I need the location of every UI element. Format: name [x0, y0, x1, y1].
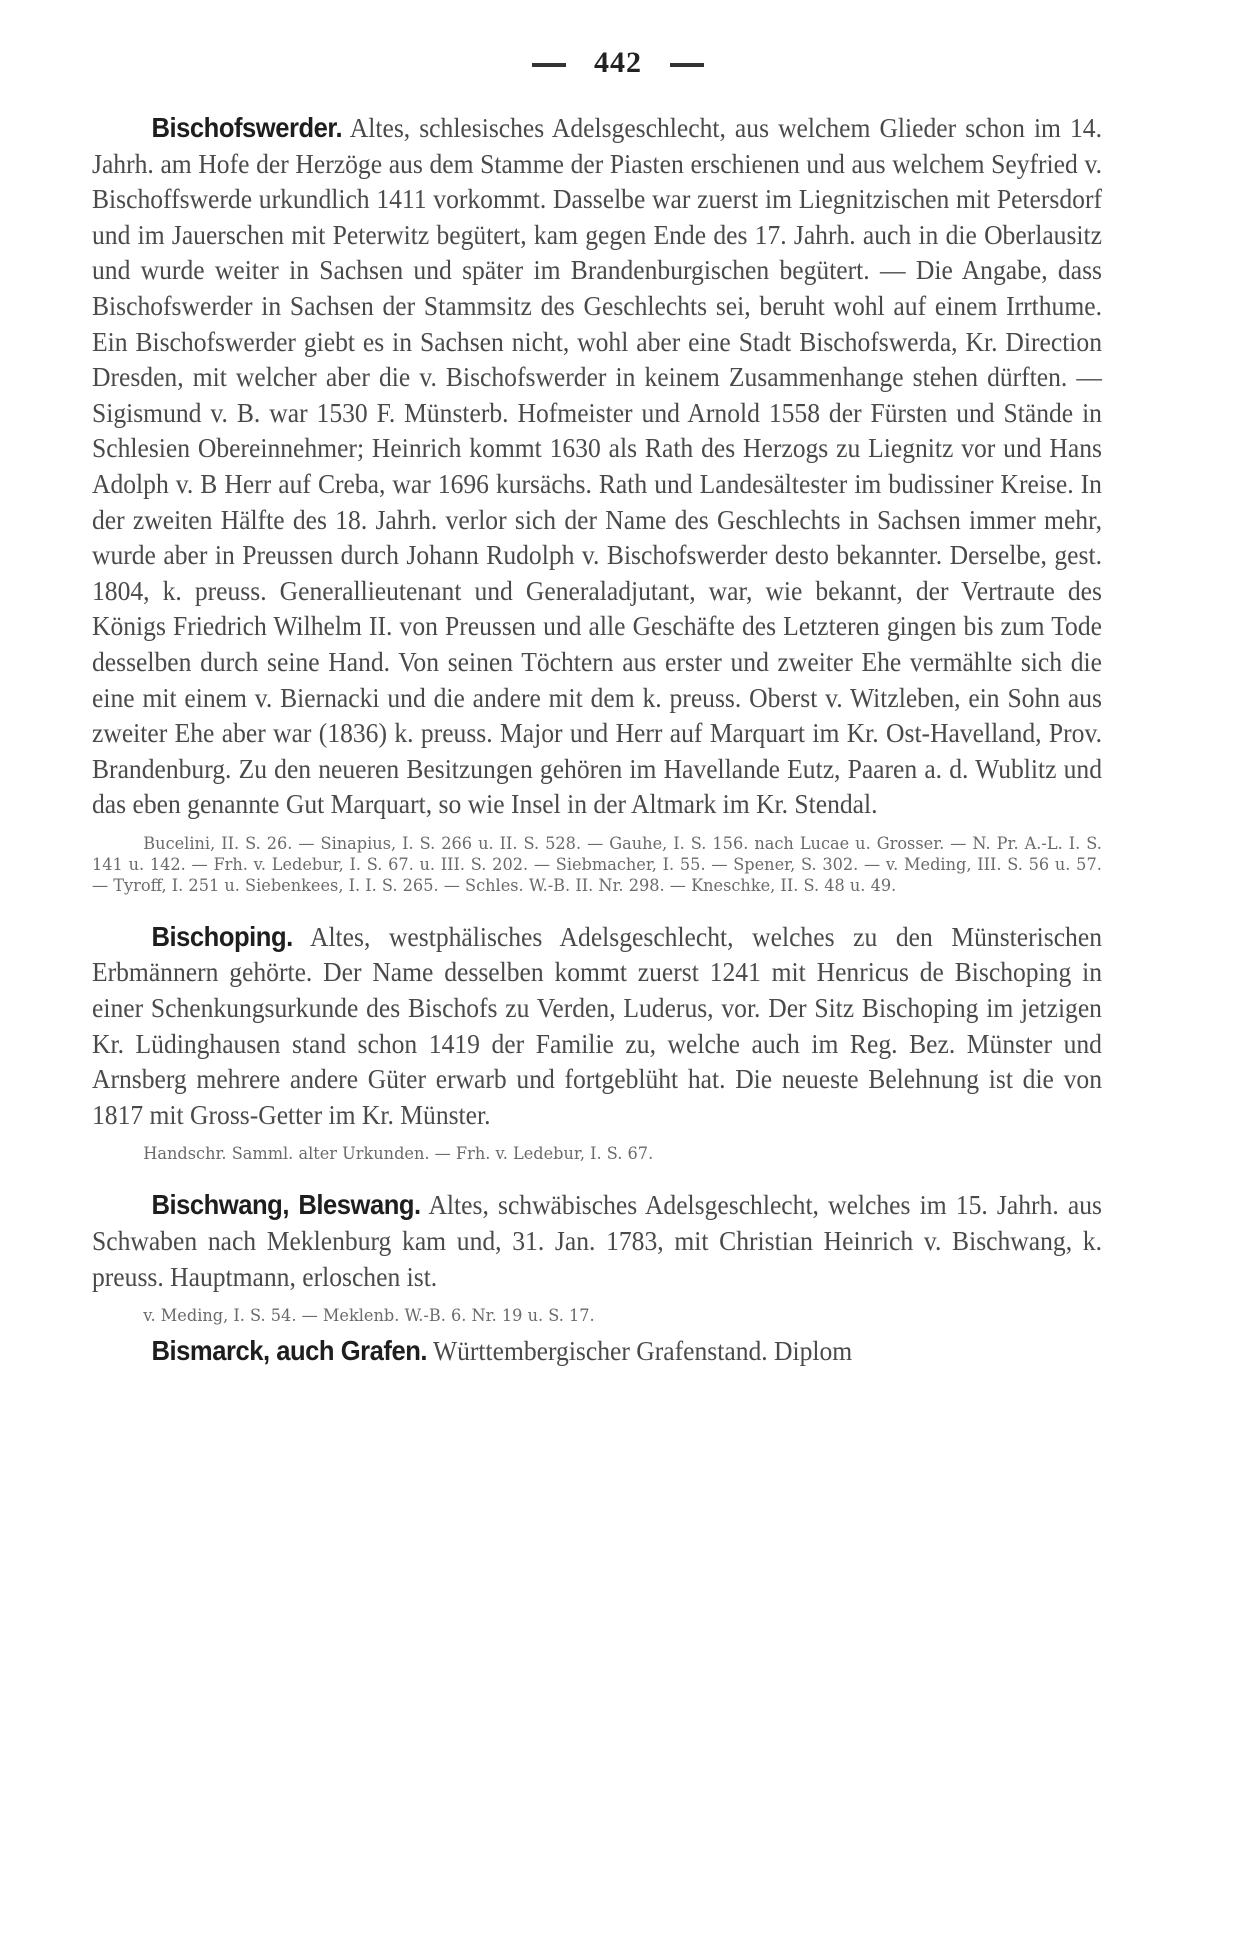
entry-bismarck [92, 1333, 1102, 1369]
entry-bischoping [92, 919, 1102, 1166]
entry-text: Altes, schlesisches Adelsgeschlecht, aus welchem Glieder schon im 14. Jahrh. am Hofe der Herzöge aus dem Stamme der Piasten erschienen und aus welchem Seyfried v. Bischoffswerde urkundlich 1411 vorkommt. Dasselbe war zuerst im Liegnitzischen mit Petersdorf und im Jauerschen mit Peterwitz begütert, kam gegen Ende des 17. Jahrh. auch in die Oberlausitz und wurde weiter in Sachsen und später im Brandenburgischen begütert. — Die Angabe, dass Bischofswerder in Sachsen der Stammsitz des Geschlechts sei, beruht wohl auf einem Irrthume. Ein Bischofswerder giebt es in Sachsen nicht, wohl aber eine Stadt Bischofswerda, Kr. Direction Dresden, mit welcher aber die v. Bischofswerder in keinem Zusammenhange stehen dürften. — Sigismund v. B. war 1530 F. Münsterb. Hofmeister und Arnold 1558 der Fürsten und Stände in Schlesien Obereinnehmer; Heinrich kommt 1630 als Rath des Herzogs zu Liegnitz vor und Hans Adolph v. B Herr auf Creba, war 1696 kursächs. Rath und Landesältester im budissiner Kreise. In der zweiten Hälfte des 18. Jahrh. verlor sich der Name des Geschlechts in Sachsen immer mehr, wurde aber in Preussen durch Johann Rudolph v. Bischofswerder desto bekannter. Derselbe, gest. 1804, k. preuss. Generallieutenant und Generaladjutant, war, wie bekannt, der Vertraute des Königs Friedrich Wilhelm II. von Preussen und alle Geschäfte des Letzteren gingen bis zum Tode desselben durch seine Hand. Von seinen Töchtern aus erster und zweiter Ehe vermählte sich die eine mit einem v. Biernacki und die andere mit dem k. preuss. Oberst v. Witzleben, ein Sohn aus zweiter Ehe aber war (1836) k. preuss. Major und Herr auf Marquart im Kr. Ost-Havelland, Prov. Brandenburg. Zu den neueren Besitzungen gehören im Havellande Eutz, Paaren a. d. Wublitz und das eben genannte Gut Marquart, so wie Insel in der Altmark im Kr. Stendal. [92, 112, 1102, 820]
entry-paragraph [92, 1333, 1102, 1369]
entry-text: Altes, westphälisches Adelsgeschlecht, welches zu den Münsterischen Erbmännern gehörte. Der Name desselben kommt zuerst 1241 mit Henricus de Bischoping in einer Schenkungsurkunde des Bischofs zu Verden, Luderus, vor. Der Sitz Bischoping im jetzigen Kr. Lüdinghausen stand schon 1419 der Familie zu, welche auch im Reg. Bez. Münster und Arnsberg mehrere andere Güter erwarb und fortgeblüht hat. Die neueste Belehnung ist die von 1817 mit Gross-Getter im Kr. Münster. [92, 920, 1102, 1130]
entry-lemma: Bischoping. [151, 920, 293, 952]
entry-references: v. Meding, I. S. 54. — Meklenb. W.-B. 6. Nr. 19 u. S. 17. [143, 1306, 595, 1327]
page-header [0, 46, 1236, 80]
entry-text: Württembergischer Grafenstand. Diplom [432, 1335, 853, 1367]
page-body [92, 110, 1102, 1369]
entry-lemma: Bismarck, auch Grafen. [151, 1335, 428, 1367]
entry-lemma: Bischofswerder. [151, 112, 343, 143]
entry-paragraph [92, 919, 1102, 1133]
header-dash-right [670, 63, 704, 67]
entry-bischofswerder [92, 110, 1102, 897]
entry-paragraph [92, 1187, 1102, 1294]
entry-references: Handschr. Samml. alter Urkunden. — Frh. v. Ledebur, I. S. 67. [143, 1144, 654, 1165]
entry-text: Altes, schwäbisches Adelsgeschlecht, welches im 15. Jahrh. aus Schwaben nach Meklenburg kam und, 31. Jan. 1783, mit Christian Heinrich v. Bischwang, k. preuss. Hauptmann, erloschen ist. [92, 1189, 1102, 1292]
entry-references: Bucelini, II. S. 26. — Sinapius, I. S. 266 u. II. S. 528. — Gauhe, I. S. 156. nach Lucae u. Grosser. — N. Pr. A.-L. I. S. 141 u. 142. — Frh. v. Ledebur, I. S. 67. u. III. S. 202. — Siebmacher, I. 55. — Spener, S. 302. — v. Meding, III. S. 56 u. 57. — Tyroff, I. 251 u. Siebenkees, I. I. S. 265. — Schles. W.-B. II. Nr. 298. — Kneschke, II. S. 48 u. 49. [92, 833, 1102, 896]
entry-bischwang [92, 1187, 1102, 1327]
entry-lemma: Bischwang, Bleswang. [151, 1189, 421, 1221]
header-dash-left [532, 63, 566, 67]
entry-paragraph [92, 110, 1102, 822]
page-number: 442 [594, 46, 642, 79]
